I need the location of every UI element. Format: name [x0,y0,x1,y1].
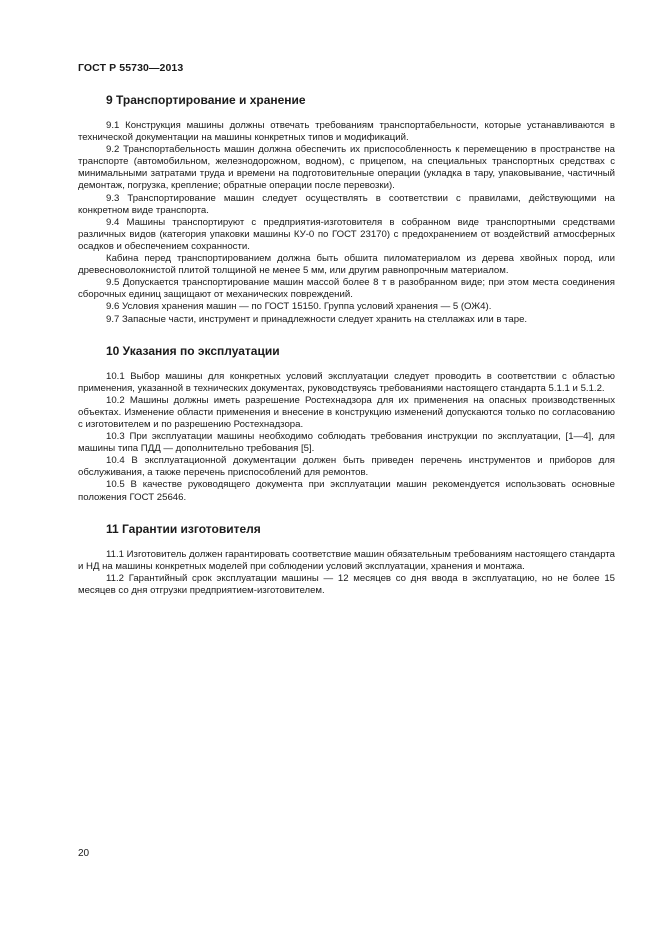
paragraph-9-2: 9.2 Транспортабельность машин должна обеспечить их приспособленность к перемещению в пространстве на транспорте (автомобильном, железнодорожном, водном), с прицепом, на специальных транспортных средствах с минимальными затратами труда и времени на подготовительные операции (укладка в тару, упаковывание, частичный демонтаж, погрузка, крепление; обратные операции после перевозки). [78,144,615,192]
page-number: 20 [78,848,90,859]
paragraph-10-1: 10.1 Выбор машины для конкретных условий эксплуатации следует проводить в соответствии с областью применения, указанной в технических документах, руководствуясь требованиями настоящего стандарта 5.1.1 и 5.1.2. [78,370,615,394]
paragraph-10-5: 10.5 В качестве руководящего документа при эксплуатации машин рекомендуется использовать основные положения ГОСТ 25646. [78,479,615,503]
paragraph-9-6: 9.6 Условия хранения машин — по ГОСТ 15150. Группа условий хранения — 5 (ОЖ4). [106,301,492,313]
section-title: 9 Транспортирование и хранение [106,93,306,107]
paragraph-10-4: 10.4 В эксплуатационной документации должен быть приведен перечень инструментов и приборов для обслуживания, а также перечень приспособлений для ремонтов. [78,455,615,479]
paragraph-9-5: 9.5 Допускается транспортирование машин массой более 8 т в разобранном виде; при этом места соединения сборочных единиц защищают от механических повреждений. [78,277,615,301]
section-title: 10 Указания по эксплуатации [106,343,280,358]
paragraph-10-3: 10.3 При эксплуатации машины необходимо соблюдать требования инструкции по эксплуатации, [1—4], для машины типа ПДД — дополнительно требования [5]. [78,431,615,455]
paragraph-9-4: 9.4 Машины транспортируют с предприятия-изготовителя в собранном виде транспортными средствами различных видов (категория упаковки машины КУ-0 по ГОСТ 23170) с предохранением от воздействий атмосферных осадков и обеспечением сохранности. [78,216,615,252]
paragraph-10-2: 10.2 Машины должны иметь разрешение Ростехнадзора для их применения на опасных производственных объектах. Изменение области применения и внесение в конструкцию изменений допускаются только по согласованию с изготовителем и по разрешению Ростехнадзора. [78,394,615,430]
paragraph-cabin: Кабина перед транспортированием должна быть обшита пиломатериалом из дерева хвойных пород, или древесноволокнистой плитой толщиной не менее 5 мм, или другим равнопрочным материалом. [78,253,615,277]
paragraph-9-1: 9.1 Конструкция машины должны отвечать требованиям транспортабельности, которые устанавливаются в технической документации на машины конкретных типов и модификаций. [78,120,615,144]
section-warranty [78,522,615,597]
section-operation [78,344,615,504]
paragraph-9-7: 9.7 Запасные части, инструмент и принадлежности следует хранить на стеллажах или в таре. [106,313,528,325]
paragraph-11-2: 11.2 Гарантийный срок эксплуатации машины — 12 месяцев со дня ввода в эксплуатацию, но не более 15 месяцев со дня отгрузки предприятием-изготовителем. [78,572,615,596]
standard-header: ГОСТ Р 55730—2013 [78,62,184,74]
paragraph-11-1: 11.1 Изготовитель должен гарантировать соответствие машин обязательным требованиям настоящего стандарта и НД на машины конкретных моделей при соблюдении условий эксплуатации, хранения и монтажа. [78,548,615,572]
document-body [78,93,615,597]
section-transport-storage [78,93,615,326]
section-title: 11 Гарантии изготовителя [106,521,261,536]
paragraph-9-3: 9.3 Транспортирование машин следует осуществлять в соответствии с правилами, действующими на конкретном виде транспорта. [78,192,615,216]
